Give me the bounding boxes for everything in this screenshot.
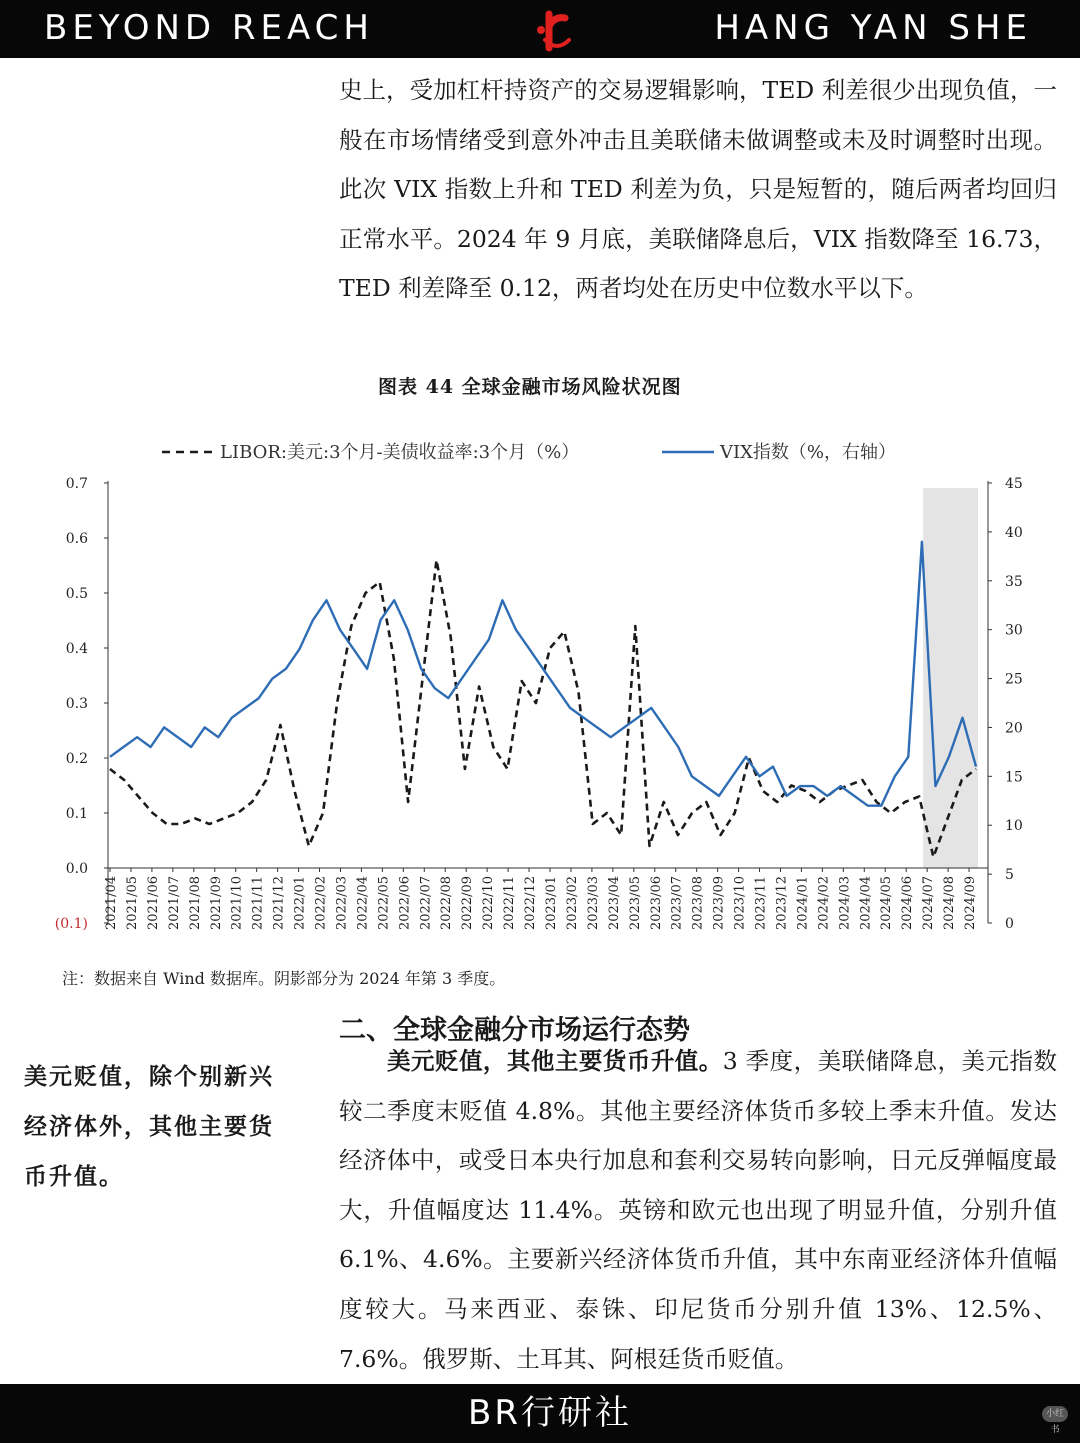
x-tick-label: 2022/04 [355, 876, 371, 931]
brand-right: HANG YAN SHE [714, 8, 1032, 48]
x-tick-label: 2022/02 [313, 876, 329, 931]
x-tick-label: 2023/04 [606, 876, 622, 931]
x-tick-label: 2024/09 [963, 876, 979, 931]
x-tick-label: 2022/05 [376, 876, 392, 931]
x-tick-label: 2021/06 [145, 876, 161, 931]
y-right-tick-label: 45 [1005, 476, 1023, 492]
x-tick-label: 2023/09 [711, 876, 727, 931]
x-tick-label: 2023/07 [669, 876, 685, 931]
y-right-tick-label: 0 [1005, 916, 1014, 932]
x-tick-label: 2023/12 [774, 876, 790, 931]
x-tick-label: 2023/05 [627, 876, 643, 931]
y-right-tick-label: 25 [1005, 671, 1023, 688]
x-tick-label: 2022/09 [460, 876, 476, 931]
x-tick-label: 2023/10 [732, 876, 748, 931]
chart-title: 图表 44 全球金融市场风险状况图 [378, 376, 682, 398]
risk-chart [0, 430, 1080, 960]
footer-brand: BR行研社 [468, 1393, 632, 1433]
x-tick-label: 2024/05 [879, 876, 895, 931]
x-tick-label: 2024/01 [795, 876, 811, 931]
bottom-banner [0, 1384, 1080, 1443]
y-right-tick-label: 40 [1005, 524, 1023, 541]
y-left-tick-label: 0.0 [65, 861, 88, 877]
y-right-tick-label: 30 [1005, 622, 1023, 639]
x-tick-label: 2024/04 [858, 876, 874, 931]
x-tick-label: 2022/08 [439, 876, 455, 931]
x-tick-label: 2022/10 [481, 876, 497, 931]
y-left-tick-label: 0.3 [65, 696, 88, 712]
y-left-tick-label: (0.1) [54, 916, 88, 932]
x-tick-label: 2021/12 [271, 876, 287, 931]
x-tick-label: 2022/11 [502, 876, 518, 931]
paragraph-2-lead: 美元贬值，其他主要货币升值。 [387, 1047, 723, 1075]
y-left-tick-label: 0.7 [65, 476, 88, 492]
x-tick-label: 2021/09 [208, 876, 224, 931]
x-tick-label: 2021/04 [104, 876, 119, 931]
x-tick-label: 2021/07 [166, 876, 182, 931]
paragraph-2-body: 3 季度，美联储降息，美元指数较二季度末贬值 4.8%。其他主要经济体货币多较上季末升值。发达经济体中，或受日本央行加息和套利交易转向影响，日元反弹幅度最大，升值幅度达 11.4%。英镑和欧元也出现了明显升值，分别升值 6.1%、4.6%。主要新兴经济体货币升值，其中东南亚经济体升值幅度较大。马来西亚、泰铢、印尼货币分别升值 13%、12.5%、7.6%。俄罗斯、土耳其、阿根廷货币贬值。 [339, 1047, 1057, 1373]
x-tick-label: 2023/02 [564, 876, 580, 931]
section-heading: 二、全球金融分市场运行态势 [339, 1015, 690, 1046]
x-tick-label: 2021/05 [124, 876, 140, 931]
y-right-tick-label: 5 [1005, 867, 1014, 884]
y-right-tick-label: 15 [1005, 769, 1023, 786]
y-right-tick-label: 35 [1005, 573, 1023, 590]
x-tick-label: 2021/11 [250, 876, 266, 931]
y-left-tick-label: 0.4 [65, 641, 88, 657]
x-tick-label: 2024/03 [837, 876, 853, 931]
x-tick-label: 2023/01 [544, 876, 559, 931]
x-tick-label: 2023/08 [690, 876, 706, 931]
y-left-tick-label: 0.6 [65, 531, 88, 547]
paragraph-2 [339, 1037, 1057, 1384]
x-tick-label: 2021/10 [229, 876, 245, 931]
x-tick-label: 2023/11 [753, 876, 769, 931]
brand-left: BEYOND REACH [44, 8, 374, 48]
libor-spread-line [110, 560, 976, 857]
x-tick-label: 2022/01 [292, 876, 308, 931]
r-logo-icon [535, 8, 579, 52]
x-tick-label: 2024/08 [942, 876, 958, 931]
x-tick-label: 2023/03 [585, 876, 601, 931]
vix-index-line [110, 542, 976, 806]
x-tick-label: 2022/06 [397, 876, 413, 931]
x-tick-label: 2024/07 [921, 876, 937, 931]
y-right-tick-label: 20 [1005, 720, 1023, 737]
x-tick-label: 2022/03 [334, 876, 350, 931]
paragraph-1-text: 史上，受加杠杆持资产的交易逻辑影响，TED 利差很少出现负值，一般在市场情绪受到意外冲击且美联储未做调整或未及时调整时出现。此次 VIX 指数上升和 TED 利差为负，只是短暂的，随后两者均回归正常水平。2024 年 9 月底，美联储降息后，VIX 指数降至 16.73，TED 利差降至 0.12，两者均处在历史中位数水平以下。 [339, 76, 1057, 303]
y-left-tick-label: 0.5 [65, 586, 88, 602]
paragraph-1 [339, 66, 1057, 314]
y-left-tick-label: 0.1 [65, 806, 88, 822]
x-tick-label: 2021/08 [187, 876, 203, 931]
side-note: 美元贬值，除个别新兴经济体外，其他主要货币升值。 [24, 1063, 274, 1190]
y-left-tick-label: 0.2 [65, 751, 88, 767]
legend-label-libor: LIBOR:美元:3个月-美债收益率:3个月（%） [220, 442, 580, 463]
top-banner [0, 0, 1080, 58]
legend-label-vix: VIX指数（%，右轴） [720, 442, 897, 463]
chart-note: 注：数据来自 Wind 数据库。阴影部分为 2024 年第 3 季度。 [62, 969, 506, 988]
x-tick-label: 2024/06 [900, 876, 916, 931]
x-tick-label: 2022/07 [418, 876, 434, 931]
y-right-tick-label: 10 [1005, 818, 1023, 835]
shaded-quarter [923, 488, 978, 868]
x-tick-label: 2024/02 [816, 876, 832, 931]
x-tick-label: 2023/06 [648, 876, 664, 931]
x-tick-label: 2022/12 [523, 876, 539, 931]
watermark-badge: 小红书 [1042, 1406, 1068, 1422]
